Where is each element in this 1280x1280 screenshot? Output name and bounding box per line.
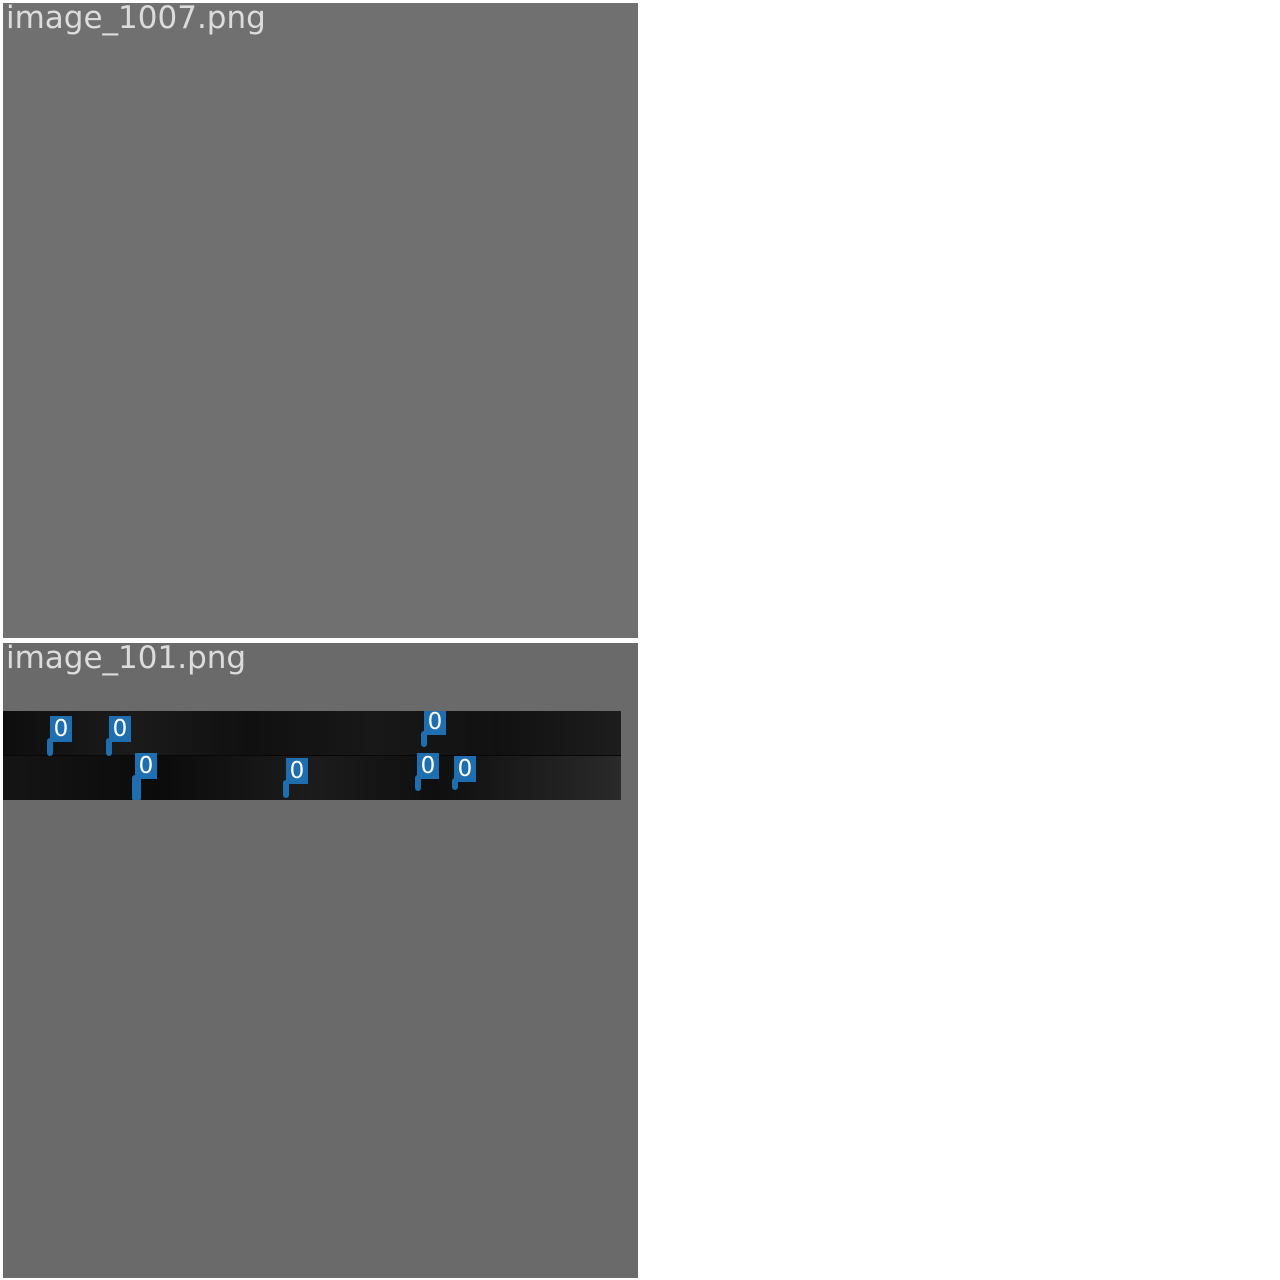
detection-label: 0	[135, 753, 157, 779]
image-tile-2	[3, 643, 638, 1278]
image-band-bottom	[3, 756, 621, 800]
image-tile-1	[3, 3, 638, 638]
image-content-strip	[3, 711, 621, 800]
image-title: image_101.png	[6, 643, 247, 676]
detection-label: 0	[109, 716, 131, 742]
image-title: image_1007.png	[6, 3, 266, 36]
detection-label: 0	[424, 711, 446, 735]
detection-label: 0	[454, 756, 476, 782]
detection-label: 0	[417, 753, 439, 779]
image-band-top	[3, 711, 621, 755]
detection-label: 0	[286, 758, 308, 784]
detection-label: 0	[50, 716, 72, 742]
